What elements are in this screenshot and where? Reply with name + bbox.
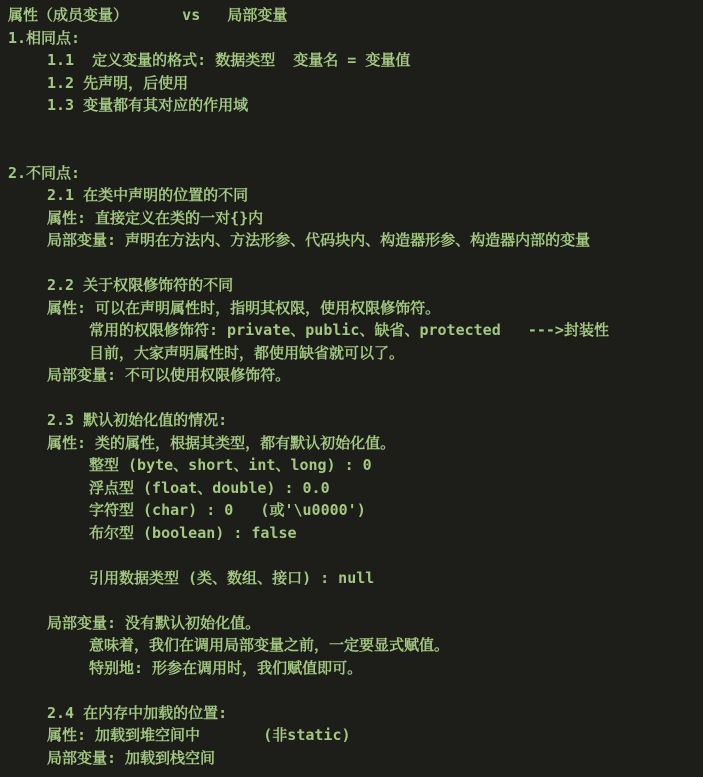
blank-line xyxy=(8,252,699,275)
text-line: 1.1 定义变量的格式: 数据类型 变量名 = 变量值 xyxy=(47,51,411,69)
blank-line xyxy=(8,589,699,612)
text-line: 局部变量: 加载到栈空间 xyxy=(47,748,216,767)
text-line: 1.2 先声明，后使用 xyxy=(47,73,189,92)
text-line: 特别地: 形参在调用时，我们赋值即可。 xyxy=(89,658,363,677)
text-line: 2.4 在内存中加载的位置: xyxy=(47,703,228,722)
text-line: 整型 (byte、short、int、long) : 0 xyxy=(89,456,372,474)
text-line: 2.1 在类中声明的位置的不同 xyxy=(47,186,249,204)
text-line: 2.3 默认初始化值的情况: xyxy=(47,411,228,429)
text-line: 布尔型 (boolean) : false xyxy=(89,523,297,542)
text-line: 2.不同点: xyxy=(8,163,81,182)
text-line: 属性: 加载到堆空间中 (非static) xyxy=(47,726,351,744)
text-line: 目前，大家声明属性时，都使用缺省就可以了。 xyxy=(89,343,405,362)
text-line: 1.相同点: xyxy=(8,28,81,47)
text-line: 局部变量: 不可以使用权限修饰符。 xyxy=(47,366,291,384)
text-line: 2.2 关于权限修饰符的不同 xyxy=(47,276,234,294)
text-line: 字符型 (char) : 0 (或'\u0000') xyxy=(89,501,366,519)
text-line: 浮点型 (float、double) : 0.0 xyxy=(89,478,330,497)
text-line: 1.3 变量都有其对应的作用域 xyxy=(47,96,249,114)
text-line: 常用的权限修饰符: private、public、缺省、protected --->封装性 xyxy=(89,321,609,339)
text-line: 局部变量: 没有默认初始化值。 xyxy=(47,613,261,632)
text-line: 属性（成员变量） vs 局部变量 xyxy=(8,6,288,24)
blank-line xyxy=(8,387,699,410)
text-line: 引用数据类型 (类、数组、接口) : null xyxy=(89,568,375,587)
text-line: 局部变量: 声明在方法内、方法形参、代码块内、构造器形参、构造器内部的变量 xyxy=(47,231,591,249)
text-line: 意味着，我们在调用局部变量之前，一定要显式赋值。 xyxy=(89,636,450,654)
text-line: 属性: 类的属性，根据其类型，都有默认初始化值。 xyxy=(47,433,396,452)
document-lines xyxy=(8,4,699,769)
text-line: 属性: 可以在声明属性时，指明其权限，使用权限修饰符。 xyxy=(47,298,441,317)
blank-line xyxy=(8,544,699,567)
blank-line xyxy=(8,139,699,162)
blank-line xyxy=(8,679,699,702)
text-line: 属性: 直接定义在类的一对{}内 xyxy=(47,208,264,227)
blank-line xyxy=(8,117,699,140)
